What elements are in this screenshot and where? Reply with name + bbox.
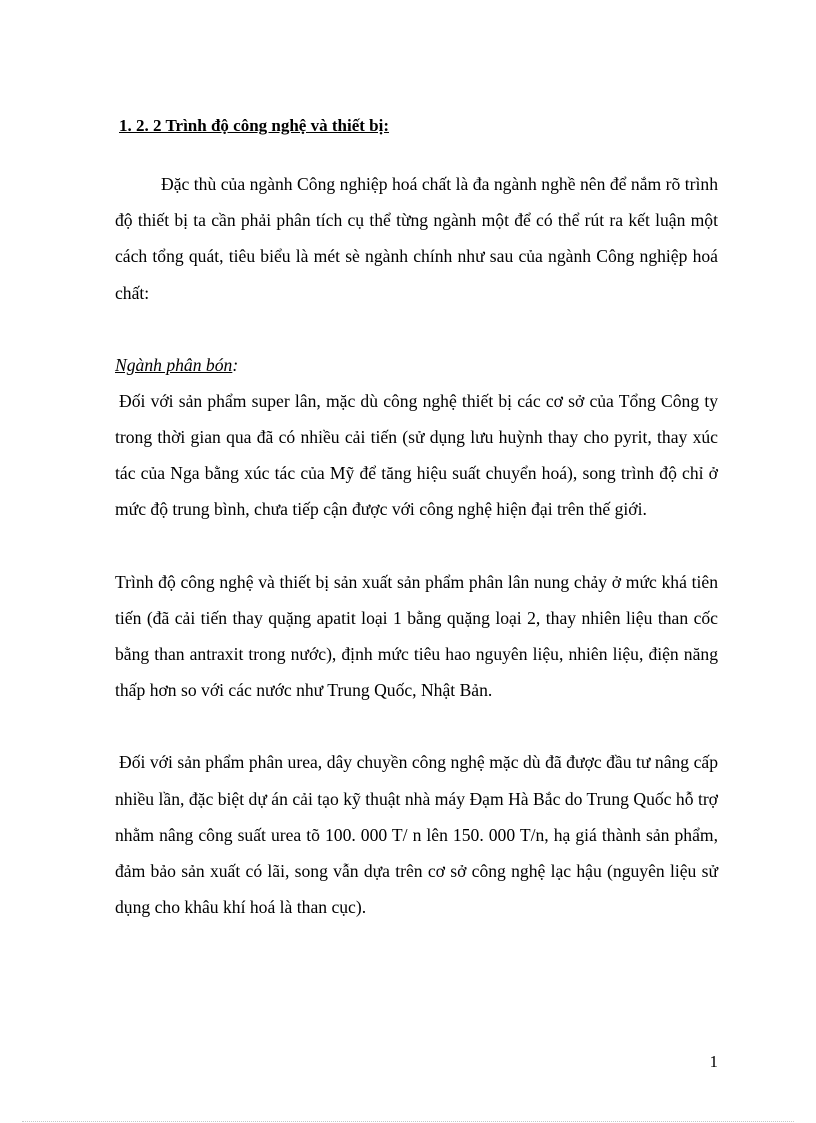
paragraph-urea: Đối với sản phẩm phân urea, dây chuyền công nghệ mặc dù đã được đầu tư nâng cấp nhiều lần, đặc biệt dự án cải tạo kỹ thuật nhà máy Đạm Hà Bắc do Trung Quốc hỗ trợ nhằm nâng công suất urea tõ 100. 000 T/ n lên 150. 000 T/n, hạ giá thành sản phẩm, đảm bảo sản xuất có lãi, song vẫn dựa trên cơ sở công nghệ lạc hậu (nguyên liệu sử dụng cho khâu khí hoá là than cục). bbox=[115, 752, 718, 918]
page-content bbox=[115, 114, 718, 925]
paragraph-super-lan: Đối với sản phẩm super lân, mặc dù công nghệ thiết bị các cơ sở của Tổng Công ty trong thời gian qua đã có nhiều cải tiến (sử dụng lưu huỳnh thay cho pyrit, thay xúc tác của Nga bằng xúc tác của Mỹ để tăng hiệu suất chuyển hoá), song trình độ chỉ ở mức độ trung bình, chưa tiếp cận được với công nghệ hiện đại trên thế giới. bbox=[115, 390, 718, 520]
intro-paragraph: Đặc thù của ngành Công nghiệp hoá chất là đa ngành nghề nên để nắm rõ trình độ thiết bị ta cần phải phân tích cụ thể từng ngành một để có thể rút ra kết luận một cách tổng quát, tiêu biểu là mét sè ngành chính như sau của ngành Công nghiệp hoá chất: bbox=[115, 174, 718, 303]
paragraph-spacer bbox=[115, 708, 718, 744]
paragraph-lan-nung-chay: Trình độ công nghệ và thiết bị sản xuất sản phẩm phân lân nung chảy ở mức khá tiên tiến (đã cải tiến thay quặng apatit loại 1 bằng quặng loại 2, thay nhiên liệu than cốc bằng than antraxit trong nước), định mức tiêu hao nguyên liệu, nhiên liệu, điện năng thấp hơn so với các nước như Trung Quốc, Nhật Bản. bbox=[115, 571, 718, 701]
paragraph-spacer bbox=[115, 311, 718, 347]
page-bottom-divider bbox=[22, 1121, 794, 1122]
subsection-heading bbox=[115, 347, 718, 383]
page-number: 1 bbox=[709, 1052, 718, 1071]
subsection-title: Ngành phân bón bbox=[115, 354, 233, 375]
section-heading: 1. 2. 2 Trình độ công nghệ và thiết bị: bbox=[119, 116, 389, 135]
subsection-title-suffix: : bbox=[232, 354, 239, 375]
paragraph-spacer bbox=[115, 528, 718, 564]
